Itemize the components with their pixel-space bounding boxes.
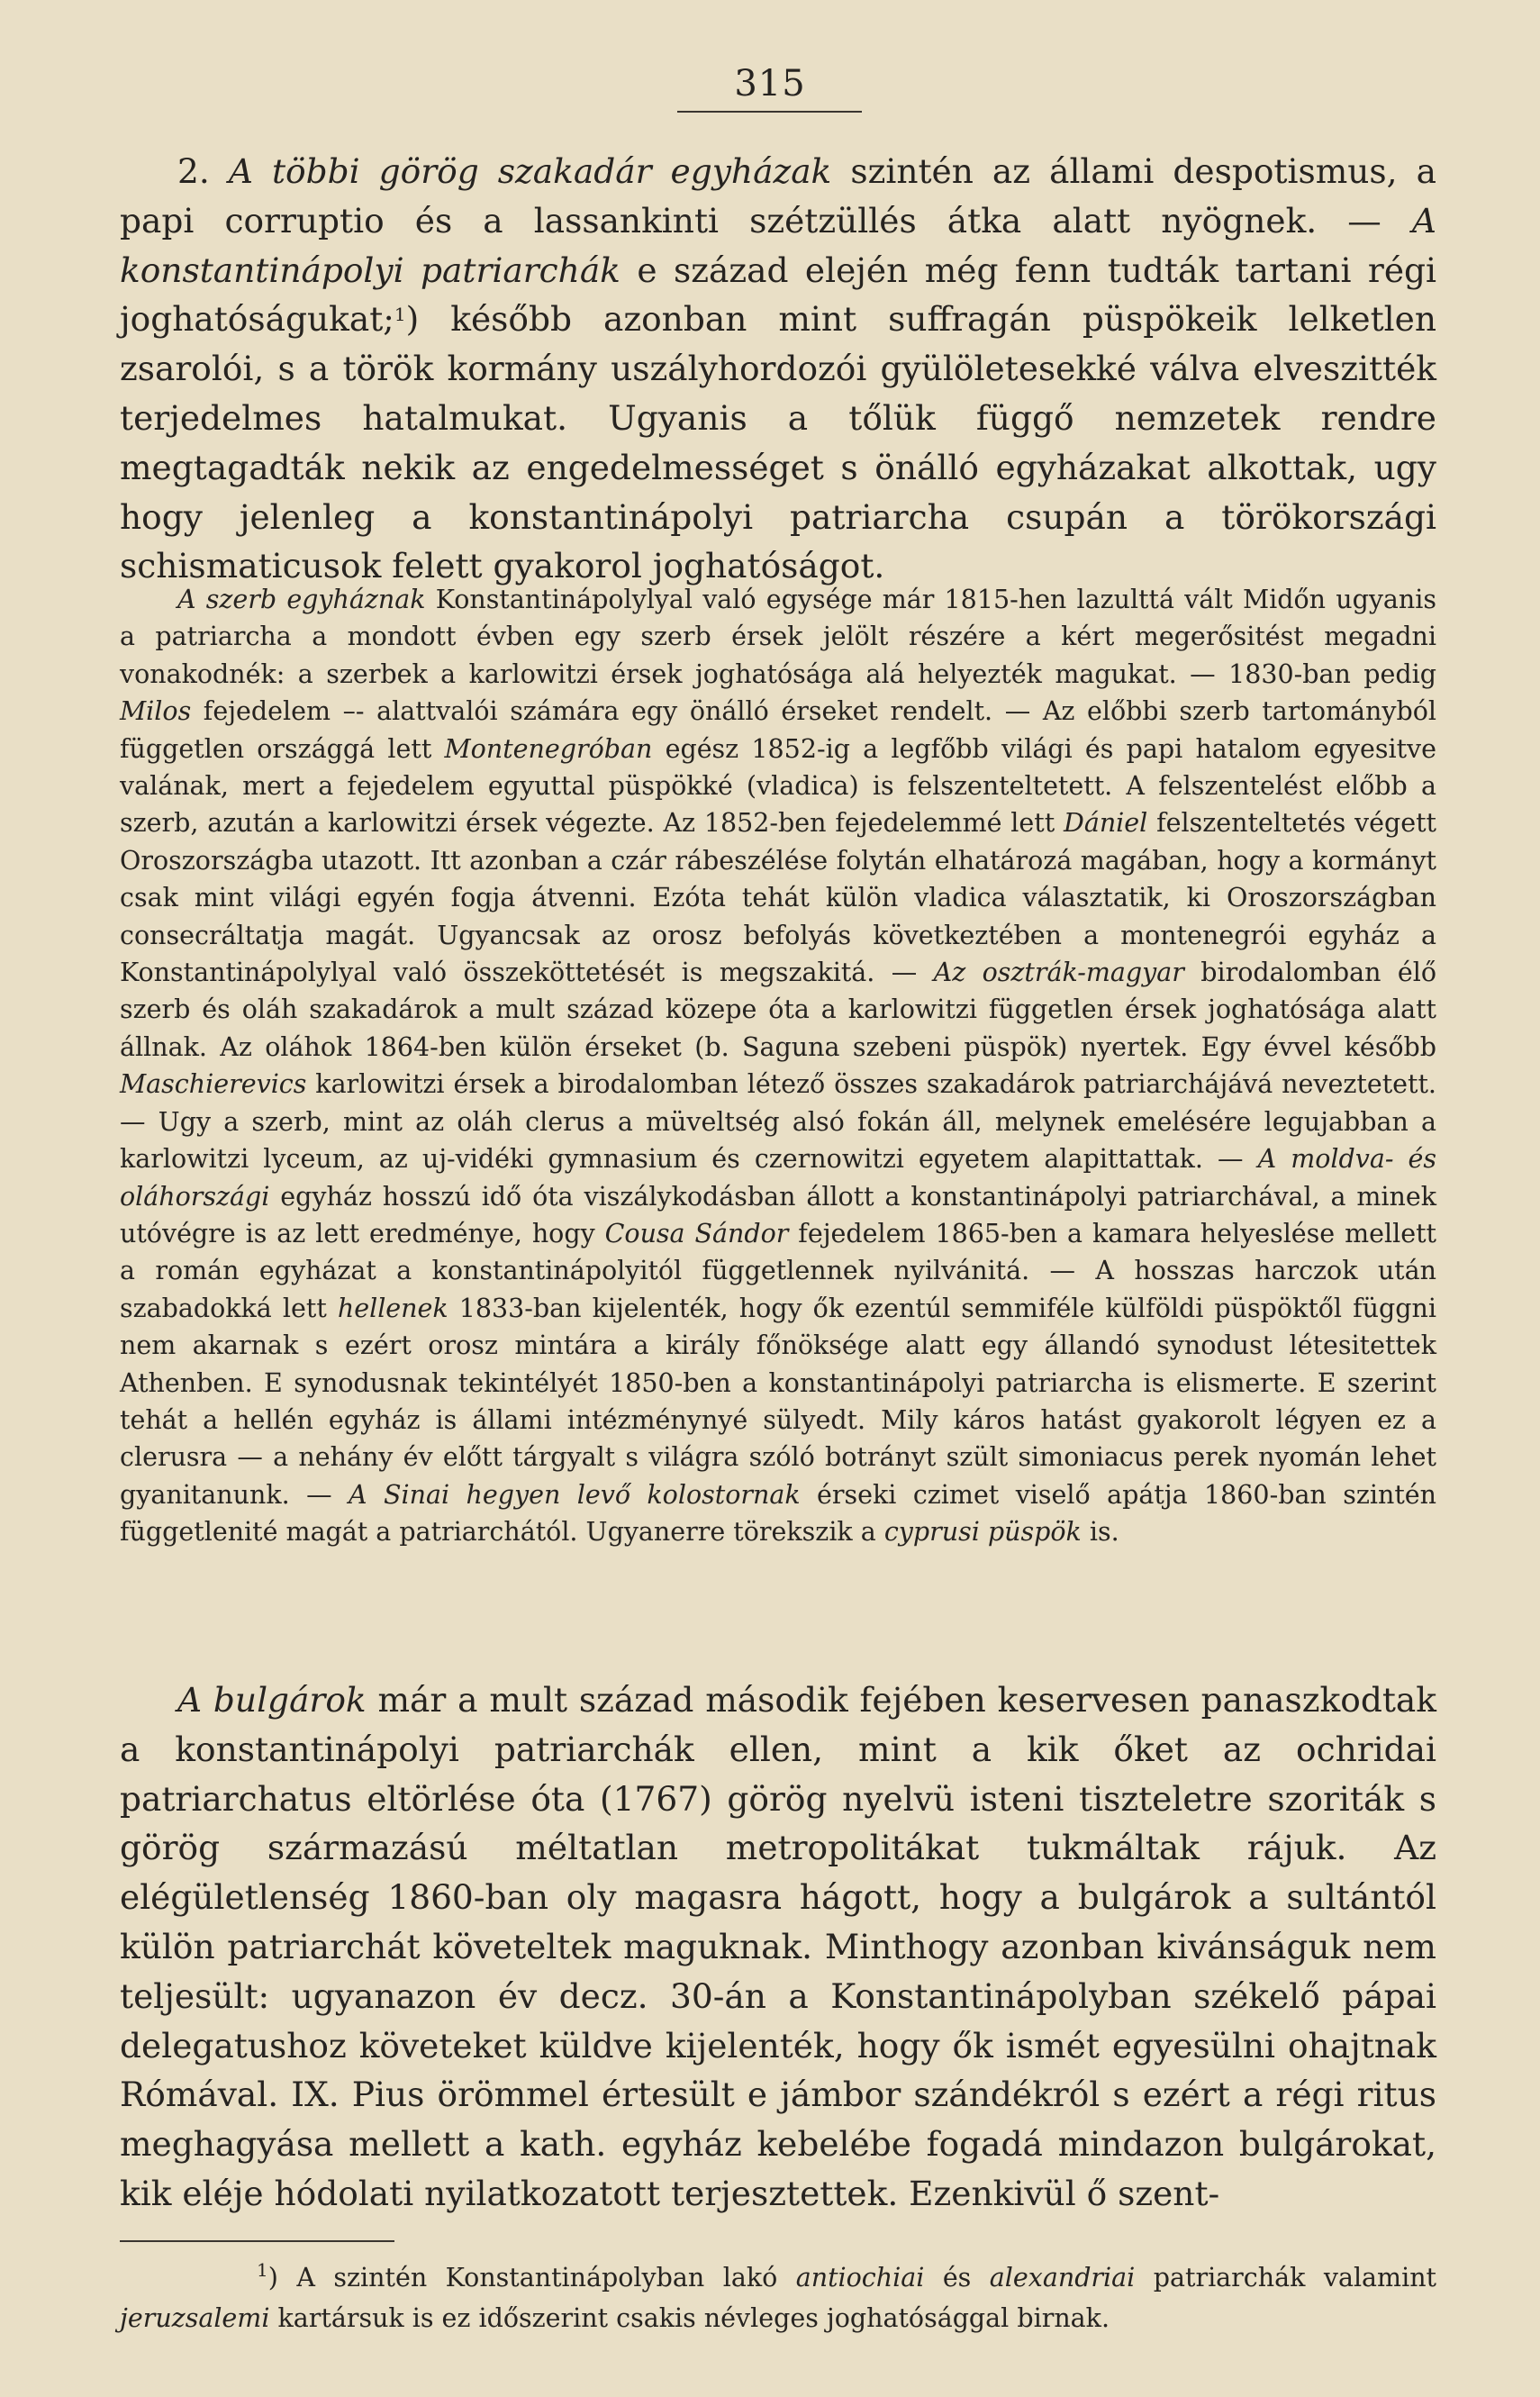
paragraph-small-print: A szerb egyháznak Konstantinápolylyal való egysége már 1815-hen lazulttá vált Midőn ugyanis a patriarcha a mondott évben egy szerb érsek jelölt részére a kért megerősitést megadni vonakodnék: a szerbek a karlowitzi érsek joghatósága alá helyezték magukat. — 1830-ban pedig Milos fejedelem –- alattvalói számára egy önálló érseket rendelt. — Az előbbi szerb tartományból független országgá lett Montenegróban egész 1852-ig a legfőbb világi és papi hatalom egyesitve valának, mert a fejedelem egyuttal püspökké (vladica) is felszenteltetett. A felszentelést előbb a szerb, azután a karlowitzi érsek végezte. Az 1852-ben fejedelemmé lett Dániel felszenteltetés végett Oroszországba utazott. Itt azonban a czár rábeszélése folytán elhatározá magában, hogy a kormányt csak mint világi egyén fogja átvenni. Ezóta tehát külön vladica választatik, ki Oroszországban consecráltatja magát. Ugyancsak az orosz befolyás következtében a montenegrói egyház a Konstantinápolylyal való összeköttetését is megszakitá. — Az osztrák-magyar birodalomban élő szerb és oláh szakadárok a mult század közepe óta a karlowitzi független érsek joghatósága alatt állnak. Az oláhok 1864-ben külön érseket (b. Saguna szebeni püspök) nyertek. Egy évvel később Maschierevics karlowitzi érsek a birodalomban létező összes szakadárok patriarchájává neveztetett. — Ugy a szerb, mint az oláh clerus a müveltség alsó fokán áll, melynek emelésére legujabban a karlowitzi lyceum, az uj-vidéki gymnasium és czernowitzi egyetem alapittattak. — A moldva- és oláhországi egyház hosszú idő óta viszálykodásban állott a konstantinápolyi patriarchával, a minek utóvégre is az lett eredménye, hogy Cousa Sándor fejedelem 1865-ben a kamara helyeslése mellett a román egyházat a konstantinápolyitól függetlennek nyilvánitá. — A hosszas harczok után szabadokká lett hellenek 1833-ban kijelenték, hogy ők ezentúl semmiféle külföldi püspöktől függni nem akarnak s ezért orosz mintára a király főnöksége alatt egy állandó synodust létesitettek Athenben. E synodusnak tekintélyét 1850-ben a konstantinápolyi patriarcha is elismerte. E szerint tehát a hellén egyház is állami intézménynyé sülyedt. Mily káros hatást gyakorolt légyen ez a clerusra — a nehány év előtt tárgyalt s világra szóló botrányt szült simoniacus perek nyomán lehet gyanitanunk. — A Sinai hegyen levő kolostornak érseki czimet viselő apátja 1860-ban szintén függetlenité magát a patriarchától. Ugyanerre törekszik a cyprusi püspök is. [120,585,1437,1548]
page-number: 315 [734,63,806,104]
paragraph-bulgarians: A bulgárok már a mult század második fejében keservesen panaszkodtak a konstantinápolyi patriarchák ellen, mint a kik őket az ochridai patriarchatus eltörlése óta (1767) görög nyelvü isteni tiszteletre szoriták s görög származású méltatlan metropolitákat tukmáltak rájuk. Az elégületlenség 1860-ban oly magasra hágott, hogy a bulgárok a sultántól külön patriarchát követeltek maguknak. Minthogy azonban kivánságuk nem teljesült: ugyanazon év decz. 30-án a Konstantinápolyban székelő pápai delegatushoz követeket küldve kijelenték, hogy ők ismét egyesülni ohajtnak Rómával. IX. Pius örömmel értesült e jámbor szándékról s ezért a régi ritus meghagyása mellett a kath. egyház kebelébe fogadá mindazon bulgárokat, kik eléje hódolati nyilatkozatott terjesztettek. Ezenkivül ő szent- [120,1680,1436,2213]
footnote-rule [120,2240,394,2242]
footnote: $^1$) A szintén Konstantinápolyban lakó antiochiai és alexandriai patriarchák valamint jeruzsalemi kartársuk is ez időszerint csakis névleges joghatósággal birnak. [120,2259,1436,2333]
footnote-ref: 1 [394,304,406,326]
italic-term: A konstantinápolyi patriarchák [120,200,1436,290]
footnote-marker: 1 [257,2259,268,2281]
header-rule [677,111,862,113]
italic-term: A többi görög szakadár egyházak [228,151,832,191]
paragraph-greek-churches: 2. A többi görög szakadár egyházak szintén az állami despotismus, a papi corruptio és a lassankinti szétzüllés átka alatt nyögnek. — A konstantinápolyi patriarchák e század elején még fenn tudták tartani régi joghatóságukat;$^1$) később azonban mint suffragán püspökeik lelketlen zsarolói, s a török kormány uszályhordozói gyülöletesekké válva elveszitték terjedelmes hatalmukat. Ugyanis a tőlük függő nemzetek rendre megtagadták nekik az engedelmességet s önálló egyházakat alkottak, ugy hogy jelenleg a konstantinápolyi patriarcha csupán a törökországi schismaticusok felett gyakorol joghatóságot. [120,151,1437,586]
